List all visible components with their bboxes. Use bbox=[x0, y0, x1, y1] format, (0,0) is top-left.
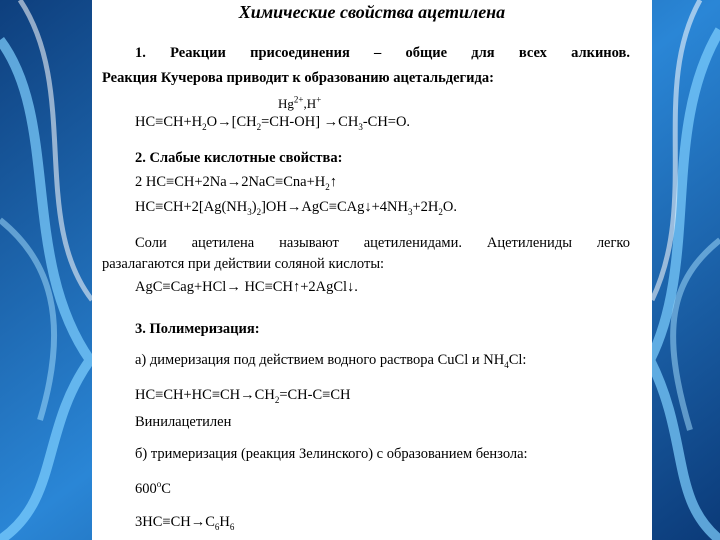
page-title: Химические свойства ацетилена bbox=[238, 2, 506, 22]
sodium-equation: 2 $HC\equiv CH+2Na\to 2NaC\equiv Cna+H_2↑$ bbox=[135, 174, 337, 192]
kucherov-catalyst: $Hg^{2+},H^+$ bbox=[278, 94, 322, 111]
acetylide-paragraph-line-2: разалагаются при действии соляной кислоты: bbox=[102, 256, 385, 272]
trimerization-text: б) тримеризация (реакция Зелинского) с образованием бензола: bbox=[135, 446, 528, 462]
section-1-heading-line-1: 1. Реакции присоединения – общие для всех алкинов. bbox=[135, 45, 630, 61]
section-2-heading: 2. Слабые кислотные свойства: bbox=[135, 150, 343, 166]
section-3-heading: 3. Полимеризация: bbox=[135, 321, 260, 337]
acetylide-paragraph-line-1: Соли ацетилена называют ацетиленидами. Ацетилениды легко bbox=[135, 235, 630, 251]
kucherov-equation: $HC\equiv CH+H_2O\to[CH_2=CH-OH] \to CH_3-CH=O$. bbox=[135, 114, 411, 132]
hcl-equation: AgC≡Cag+HCl→ HC≡CH↑+2AgCl↓. bbox=[135, 279, 358, 295]
trimerization-equation: $3HC\equiv CH\to C_6H_6$ bbox=[135, 514, 235, 532]
dimerization-text: а) димеризация под действием водного раствора CuCl и $NH_4Cl$: bbox=[135, 352, 527, 370]
section-1-heading-line-2: Реакция Кучерова приводит к образованию ацетальдегида: bbox=[102, 70, 494, 86]
temperature-label: 600$^o$C bbox=[135, 479, 171, 497]
vinylacetylene-label: Винилацетилен bbox=[135, 414, 232, 430]
dimerization-equation: $HC\equiv CH+HC\equiv CH\to CH_2=CH-C\equiv CH$ bbox=[135, 387, 351, 405]
silver-equation: $HC\equiv CH+2[Ag(NH_3)_2]OH\to AgC\equiv CAg↓+4NH_3+2H_2O$. bbox=[135, 199, 458, 217]
